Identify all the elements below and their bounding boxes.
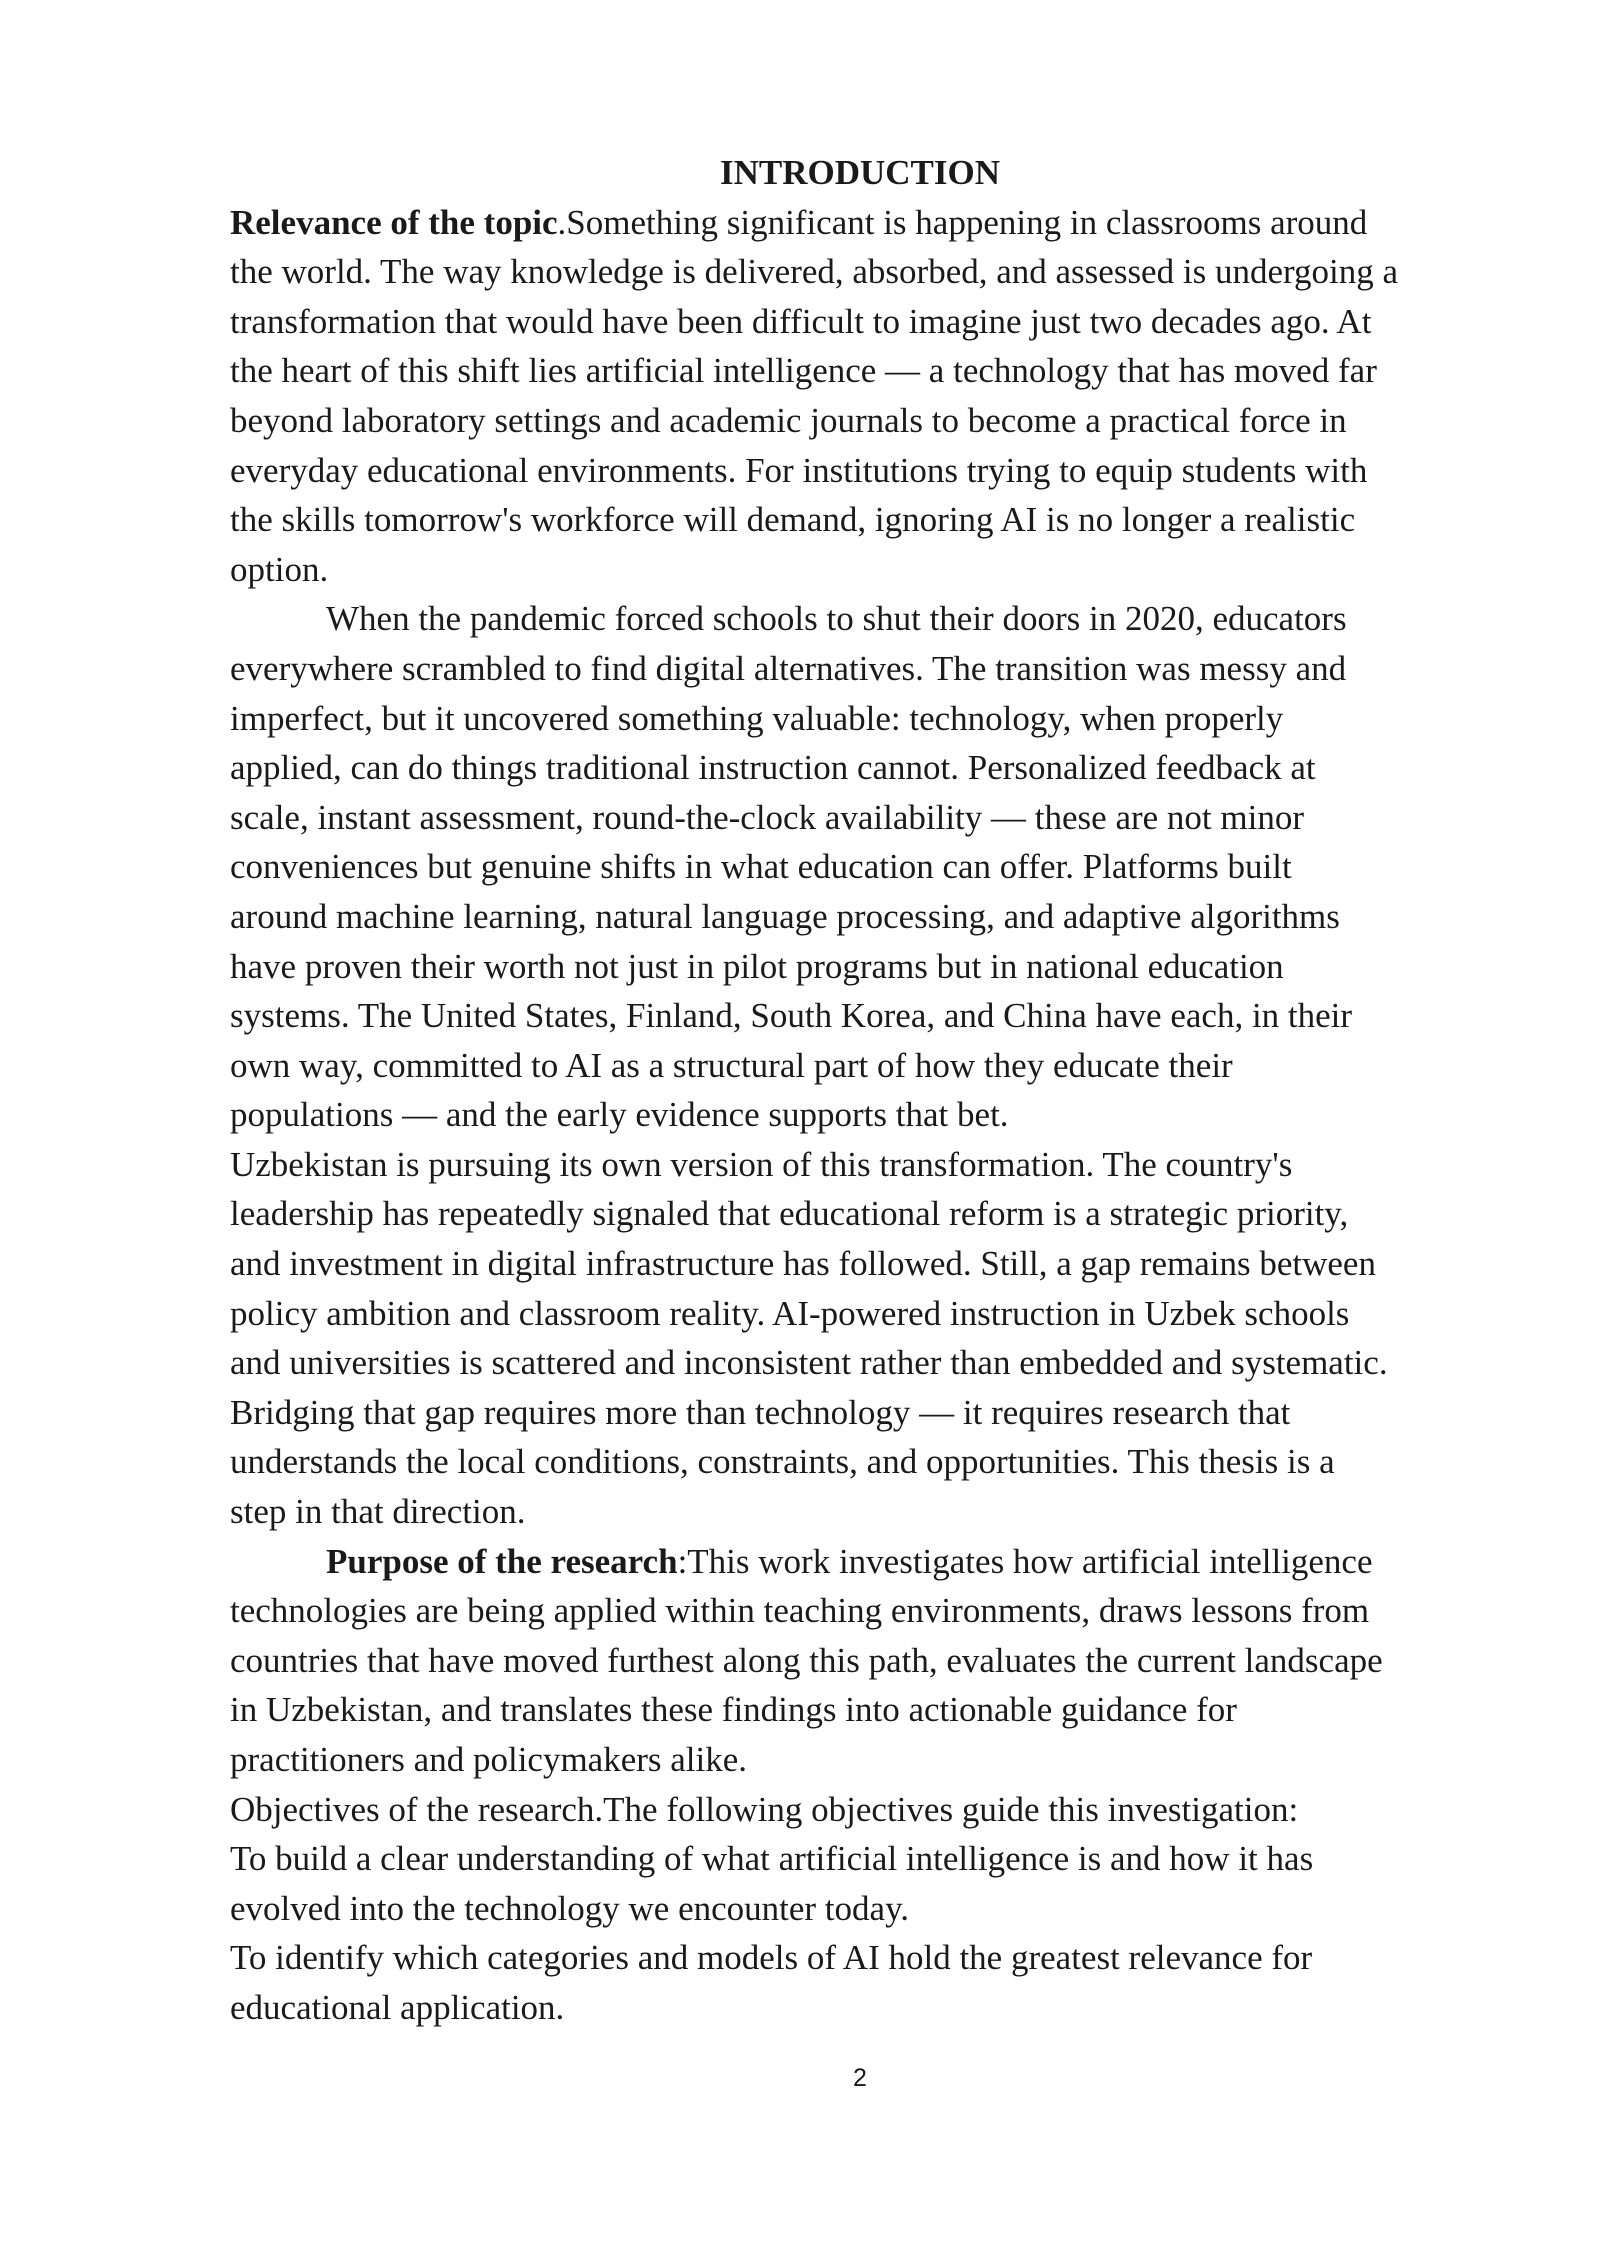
paragraph-line: transformation that would have been difficult to imagine just two decades ago. At bbox=[230, 301, 1372, 341]
paragraph-line: step in that direction. bbox=[230, 1492, 526, 1532]
paragraph-line: Bridging that gap requires more than technology — it requires research that bbox=[230, 1392, 1291, 1432]
paragraph-line: leadership has repeatedly signaled that educational reform is a strategic priority, bbox=[230, 1194, 1349, 1234]
paragraph-line: scale, instant assessment, round-the-clock availability — these are not minor bbox=[230, 797, 1304, 837]
paragraph-line: imperfect, but it uncovered something valuable: technology, when properly bbox=[230, 698, 1284, 738]
paragraph-line: around machine learning, natural language processing, and adaptive algorithms bbox=[230, 896, 1340, 936]
paragraph-line: When the pandemic forced schools to shut their doors in 2020, educators bbox=[326, 599, 1347, 639]
paragraph-line: everyday educational environments. For institutions trying to equip students with bbox=[230, 450, 1368, 490]
paragraph-line: countries that have moved furthest along this path, evaluates the current landscape bbox=[230, 1640, 1383, 1680]
line-text: .Something significant is happening in classrooms around bbox=[557, 202, 1368, 242]
purpose-heading: Purpose of the research bbox=[326, 1541, 678, 1581]
paragraph-line bbox=[230, 198, 1510, 248]
paragraph-line: systems. The United States, Finland, South Korea, and China have each, in their bbox=[230, 996, 1353, 1036]
paragraph-line: own way, committed to AI as a structural part of how they educate their bbox=[230, 1045, 1233, 1085]
paragraph-line: and investment in digital infrastructure has followed. Still, a gap remains between bbox=[230, 1244, 1376, 1284]
paragraph-line: beyond laboratory settings and academic journals to become a practical force in bbox=[230, 400, 1347, 440]
paragraph-line: applied, can do things traditional instruction cannot. Personalized feedback at bbox=[230, 748, 1316, 788]
paragraph-line: understands the local conditions, constraints, and opportunities. This thesis is a bbox=[230, 1442, 1335, 1482]
paragraph-line: To build a clear understanding of what artificial intelligence is and how it has bbox=[230, 1839, 1314, 1879]
paragraph-line bbox=[230, 1537, 1510, 1587]
paragraph-line: conveniences but genuine shifts in what education can offer. Platforms built bbox=[230, 847, 1292, 887]
paragraph-line: populations — and the early evidence supports that bet. bbox=[230, 1095, 1009, 1135]
paragraph-line: To identify which categories and models of AI hold the greatest relevance for bbox=[230, 1938, 1313, 1978]
paragraph-line: option. bbox=[230, 549, 329, 589]
paragraph-line: in Uzbekistan, and translates these findings into actionable guidance for bbox=[230, 1690, 1237, 1730]
paragraph-line: educational application. bbox=[230, 1987, 565, 2027]
paragraph-line: have proven their worth not just in pilot programs but in national education bbox=[230, 946, 1284, 986]
document-body bbox=[230, 148, 1510, 2033]
line-text: :This work investigates how artificial intelligence bbox=[677, 1541, 1373, 1581]
paragraph-line: practitioners and policymakers alike. bbox=[230, 1740, 748, 1779]
paragraph-line: policy ambition and classroom reality. AI-powered instruction in Uzbek schools bbox=[230, 1293, 1350, 1333]
paragraph-line: the world. The way knowledge is delivered, absorbed, and assessed is undergoing a bbox=[230, 252, 1399, 292]
paragraph-line: evolved into the technology we encounter today. bbox=[230, 1888, 910, 1928]
paragraph-line: technologies are being applied within teaching environments, draws lessons from bbox=[230, 1591, 1370, 1631]
paragraph-line: and universities is scattered and inconsistent rather than embedded and systematic. bbox=[230, 1343, 1388, 1383]
relevance-heading: Relevance of the topic bbox=[230, 202, 558, 242]
page-title: INTRODUCTION bbox=[719, 153, 1001, 192]
paragraph-line: everywhere scrambled to find digital alternatives. The transition was messy and bbox=[230, 648, 1347, 688]
paragraph-line: the heart of this shift lies artificial intelligence — a technology that has moved far bbox=[230, 351, 1377, 391]
paragraph-line: the skills tomorrow's workforce will demand, ignoring AI is no longer a realistic bbox=[230, 500, 1356, 540]
paragraph-line: Objectives of the research.The following objectives guide this investigation: bbox=[230, 1789, 1299, 1829]
paragraph-line: Uzbekistan is pursuing its own version of this transformation. The country's bbox=[230, 1144, 1293, 1184]
page-number: 2 bbox=[853, 2064, 867, 2092]
